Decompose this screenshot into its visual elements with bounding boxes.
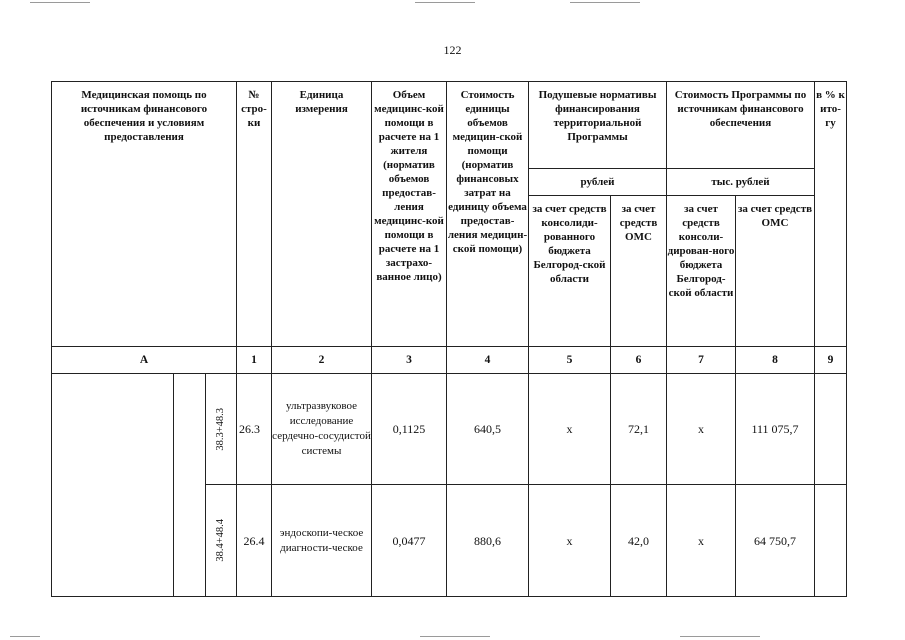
row-code: 38.4+48.4	[215, 519, 226, 562]
row-col8: 64 750,7	[736, 485, 815, 597]
header-col5: за счет средств консолиди-рованного бюджета Белгород-ской области	[529, 196, 611, 347]
index-a: А	[52, 347, 237, 374]
index-9: 9	[815, 347, 847, 374]
row-code-cell	[206, 485, 237, 597]
row-volume: 0,1125	[372, 374, 447, 485]
row-col5: х	[529, 485, 611, 597]
scan-artifact-top-right	[570, 2, 640, 3]
scan-artifact-bottom-right	[680, 636, 760, 637]
index-6: 6	[611, 347, 667, 374]
scan-artifact-bottom-left	[10, 636, 40, 637]
row-col8: 111 075,7	[736, 374, 815, 485]
care-type-cell	[52, 374, 174, 597]
index-7: 7	[667, 347, 736, 374]
header-unit: Единица измерения	[272, 82, 372, 347]
index-3: 3	[372, 347, 447, 374]
header-unit-rub: рублей	[529, 169, 667, 196]
row-unit: эндоскопи-ческое диагности-ческое	[272, 485, 372, 597]
row-col6: 72,1	[611, 374, 667, 485]
index-5: 5	[529, 347, 611, 374]
header-care: Медицинская помощь по источникам финансового обеспечения и условиям предоставления	[52, 82, 237, 347]
row-code: 38.3+48.3	[215, 407, 226, 451]
row-col5: х	[529, 374, 611, 485]
row-unit-cost: 880,6	[447, 485, 529, 597]
header-col7: за счет средств консоли-дирован-ного бюджета Белгород-ской области	[667, 196, 736, 347]
header-volume: Объем медицинс-кой помощи в расчете на 1 жителя (норматив объемов предостав-ления медицинс-кой помощи в расчете на 1 застрахо-ванное лицо)	[372, 82, 447, 347]
index-8: 8	[736, 347, 815, 374]
care-subtype-cell	[174, 374, 206, 597]
row-col7: х	[667, 374, 736, 485]
header-program-cost: Стоимость Программы по источникам финансового обеспечения	[667, 82, 815, 169]
row-code-cell	[206, 374, 237, 485]
header-unit-thousand-rub: тыс. рублей	[667, 169, 815, 196]
index-1: 1	[237, 347, 272, 374]
page-number: 122	[443, 43, 462, 57]
scan-artifact-bottom-mid	[420, 636, 490, 637]
header-unit-cost: Стоимость единицы объемов медицин-ской помощи (норматив финансовых затрат на единицу объема предостав-ления медицин-ской помощи)	[447, 82, 529, 347]
header-row-1	[52, 82, 847, 169]
header-col8: за счет средств ОМС	[736, 196, 815, 347]
row-line-number: 26.4	[237, 485, 272, 597]
header-col6: за счет средств ОМС	[611, 196, 667, 347]
row-line-number: 26.3	[237, 374, 272, 485]
column-index-row	[52, 347, 847, 374]
header-line-number: № стро-ки	[237, 82, 272, 347]
financing-table	[51, 81, 847, 597]
row-col9	[815, 374, 847, 485]
scan-artifact-top-mid	[415, 2, 475, 3]
row-unit: ультразвуковое исследование сердечно-сосудистой системы	[272, 374, 372, 485]
row-col6: 42,0	[611, 485, 667, 597]
table-row	[52, 374, 847, 485]
row-volume: 0,0477	[372, 485, 447, 597]
index-4: 4	[447, 347, 529, 374]
row-unit-cost: 640,5	[447, 374, 529, 485]
scan-artifact-top-left	[30, 2, 90, 3]
row-col9	[815, 485, 847, 597]
header-per-capita: Подушевые нормативы финансирования территориальной Программы	[529, 82, 667, 169]
index-2: 2	[272, 347, 372, 374]
header-percent: в % к ито-гу	[815, 82, 847, 347]
row-col7: х	[667, 485, 736, 597]
